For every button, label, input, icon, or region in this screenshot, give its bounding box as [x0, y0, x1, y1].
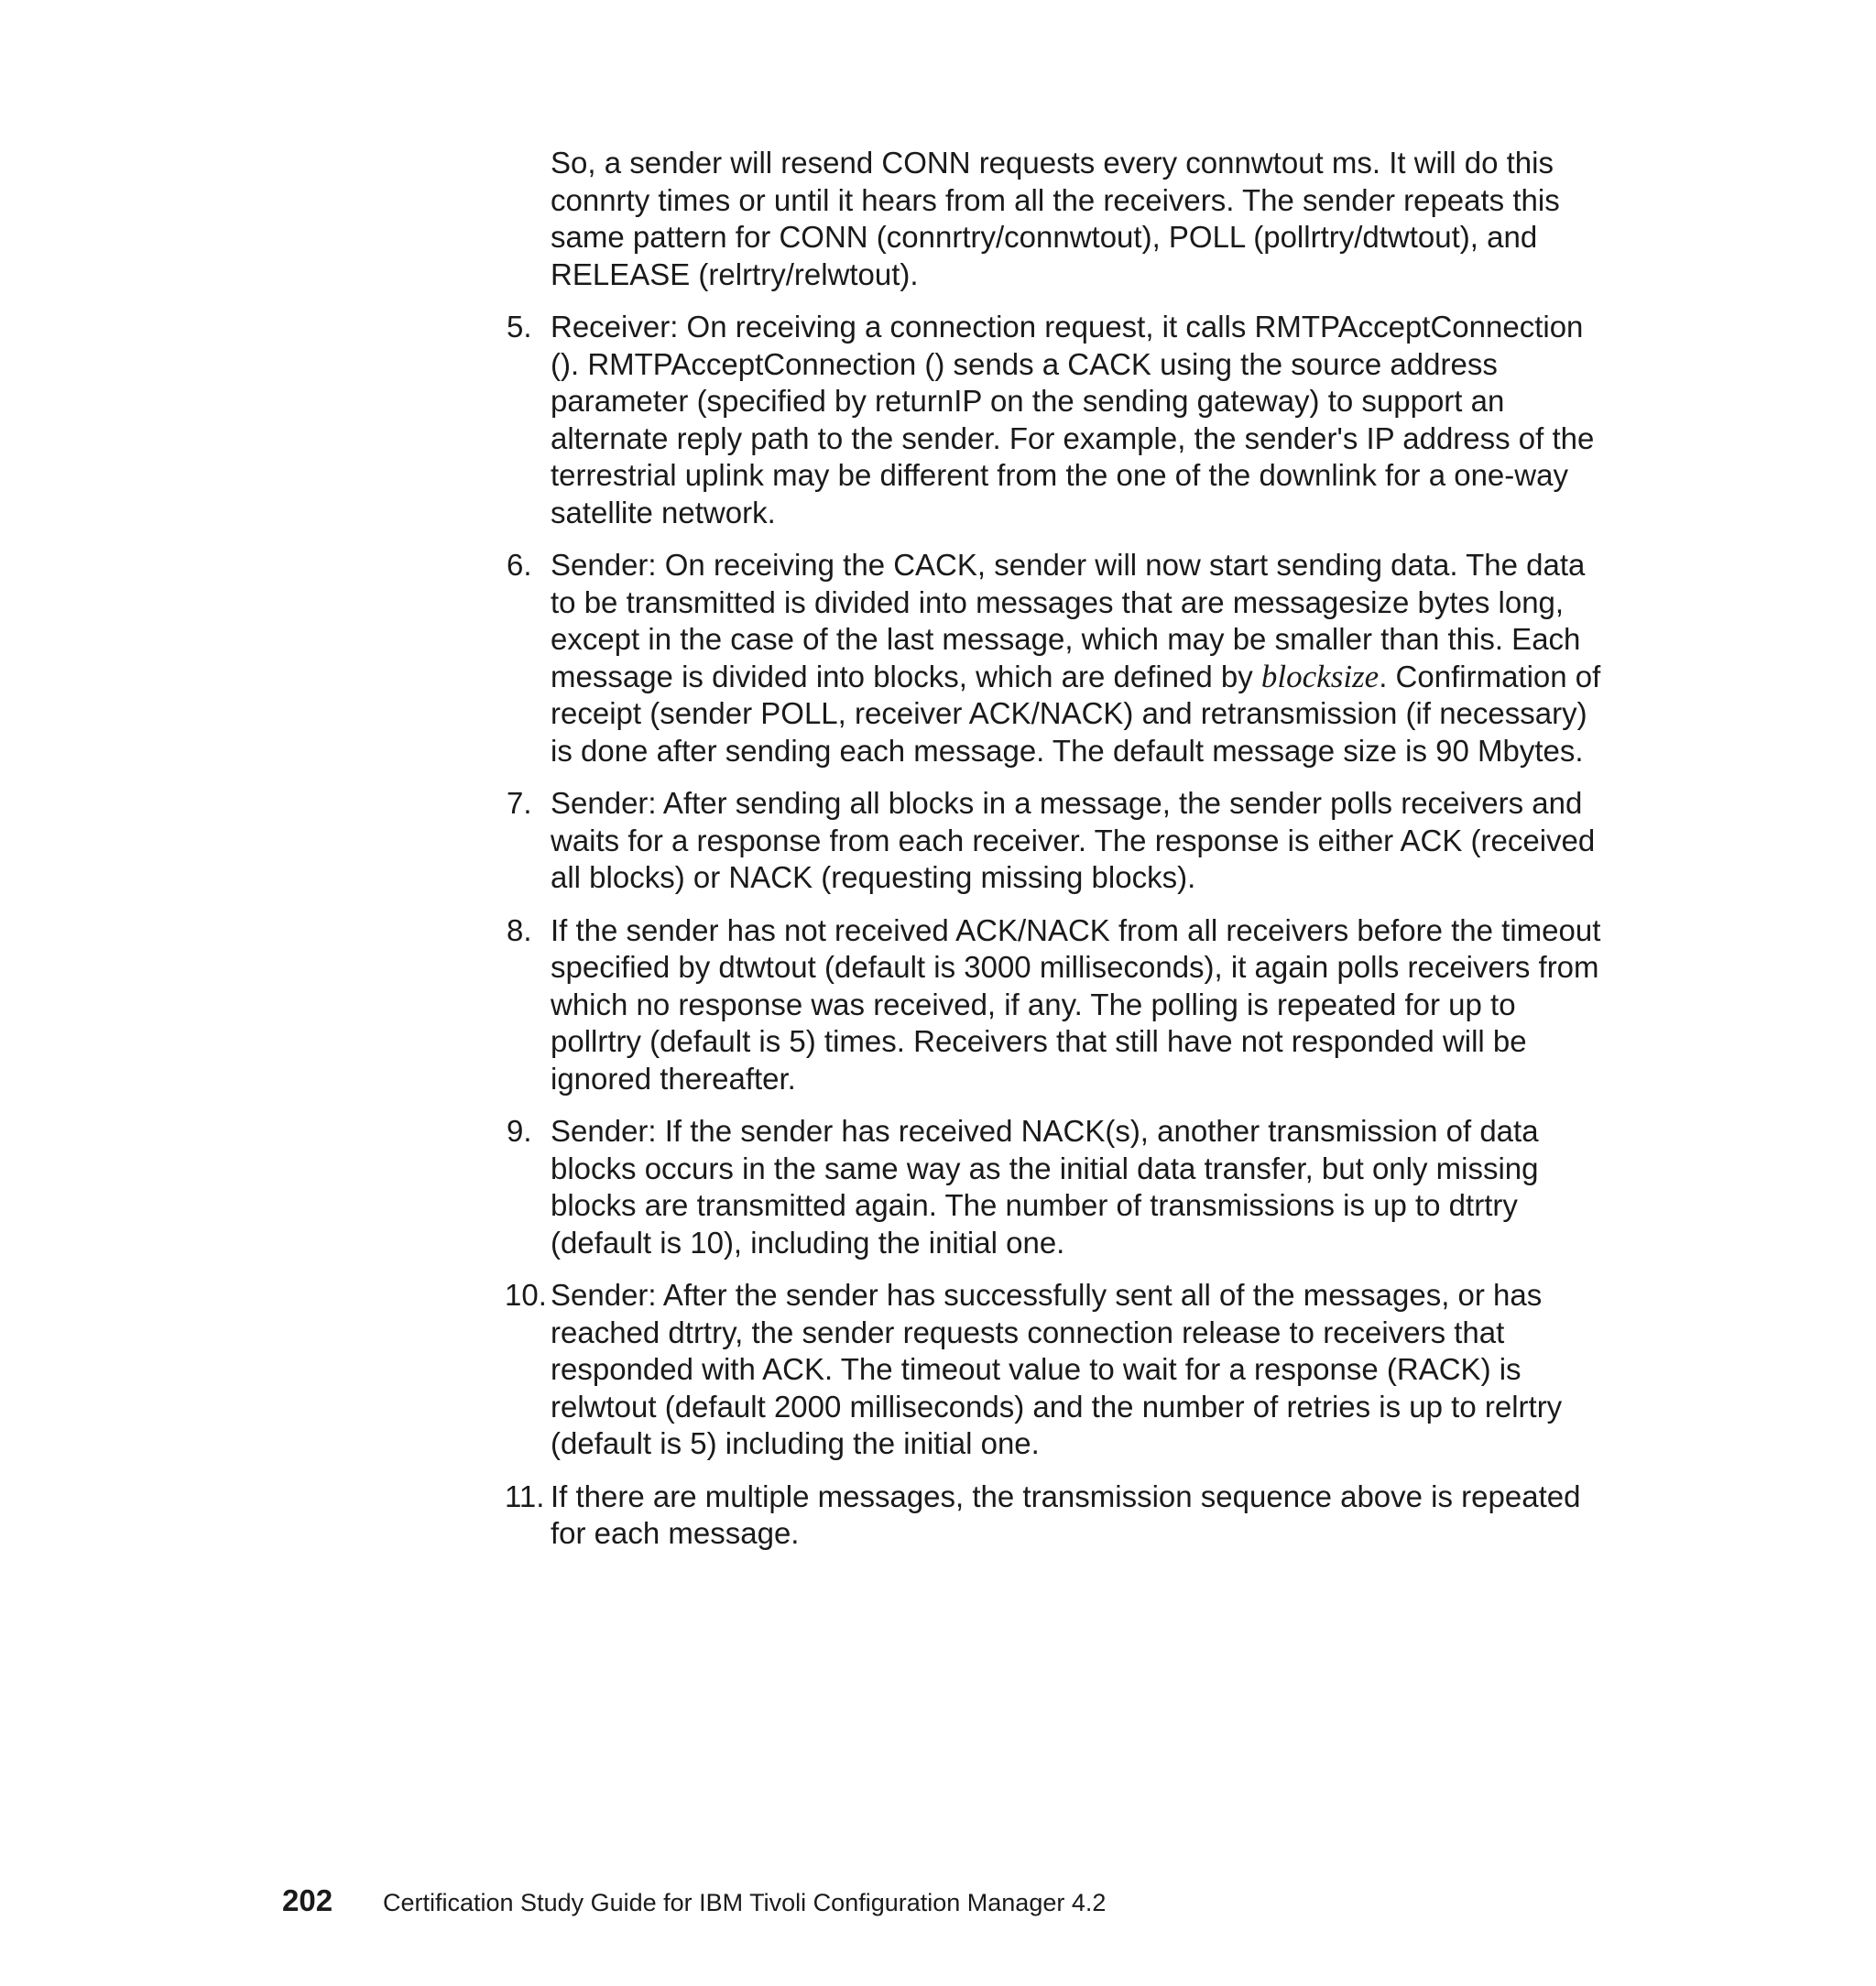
step-number: 5. [507, 310, 532, 344]
step-number: 10. [505, 1278, 547, 1312]
step-number: 11. [505, 1479, 545, 1513]
step-number: 6. [507, 548, 532, 582]
step-text: Sender: After the sender has successfully sent all of the messages, or has reached dtrtry, the sender requests connection release to receivers that responded with ACK. The timeout value to wait for a response (RACK) is relwtout (default 2000 milliseconds) and the number of retries is up to relrtry (default is 5) including the initial one. [551, 1278, 1563, 1460]
intro-paragraph: So, a sender will resend CONN requests every connwtout ms. It will do this connrty times or until it hears from all the receivers. The sender repeats this same pattern for CONN (connrtry/connwtout), POLL (pollrtry/dtwtout), and RELEASE (relrtry/relwtout). [551, 146, 1560, 291]
page-number: 202 [282, 1883, 333, 1917]
list-item [507, 547, 1604, 769]
step-text-before: Sender: On receiving the CACK, sender will now start sending data. The data to be transmitted is divided into messages that are messagesize bytes long, except in the case of the last message, which may be smaller than this. Each message is divided into blocks, which are defined by [551, 548, 1586, 693]
step-text-after: . Confirmation of receipt (sender POLL, receiver ACK/NACK) and retransmission (if necessary) is done after sending each message. The default message size is 90 Mbytes. [551, 659, 1601, 768]
step-text: Sender: If the sender has received NACK(s), another transmission of data blocks occurs in the same way as the initial data transfer, but only missing blocks are transmitted again. The number of transmissions is up to dtrtry (default is 10), including the initial one. [551, 1114, 1539, 1260]
page-body [505, 145, 1604, 1568]
list-item [507, 785, 1604, 897]
step-text: If the sender has not received ACK/NACK from all receivers before the timeout specified by dtwtout (default is 3000 milliseconds), it again polls receivers from which no response was received, if any. The polling is repeated for up to pollrtry (default is 5) times. Receivers that still have not responded will be ignored thereafter. [551, 912, 1601, 1096]
steps-list [505, 309, 1604, 1553]
step-text: Sender: After sending all blocks in a message, the sender polls receivers and waits for a response from each receiver. The response is either ACK (received all blocks) or NACK (requesting missing blocks). [551, 786, 1596, 894]
step-text: If there are multiple messages, the transmission sequence above is repeated for each message. [551, 1479, 1581, 1550]
list-item [505, 1479, 1604, 1553]
list-item [507, 912, 1604, 1098]
step-number: 7. [507, 786, 532, 820]
page-footer [282, 1883, 1106, 1918]
list-item [507, 309, 1604, 531]
list-item [505, 1277, 1604, 1463]
step-number: 8. [507, 912, 532, 947]
list-item [507, 1113, 1604, 1261]
step-number: 9. [507, 1114, 532, 1148]
step-emphasis: blocksize [1260, 658, 1380, 694]
step-text: Receiver: On receiving a connection request, it calls RMTPAcceptConnection (). RMTPAcceptConnection () sends a CACK using the source address parameter (specified by returnIP on the sending gateway) to support an alternate reply path to the sender. For example, the sender's IP address of the terrestrial uplink may be different from the one of the downlink for a one-way satellite network. [551, 310, 1595, 529]
book-title: Certification Study Guide for IBM Tivoli Configuration Manager 4.2 [383, 1889, 1107, 1916]
